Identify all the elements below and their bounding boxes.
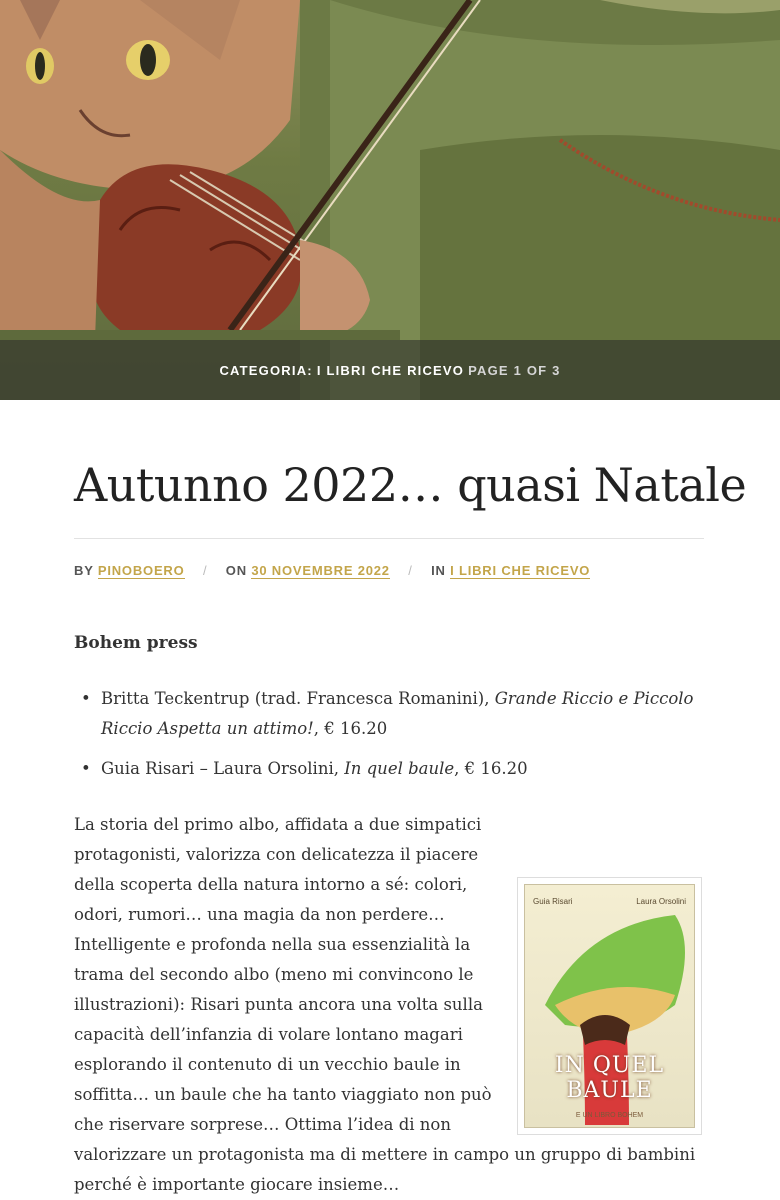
book-authors: Britta Teckentrup (trad. Francesca Romanini), <box>101 689 495 708</box>
meta-separator: / <box>202 563 208 578</box>
post-meta <box>74 563 704 578</box>
on-label: ON <box>225 563 247 578</box>
book-price: , € 16.20 <box>454 759 528 778</box>
cover-author-right: Laura Orsolini <box>636 897 686 906</box>
book-title: Grande Riccio e Piccolo Riccio Aspetta un attimo! <box>101 689 694 738</box>
title-divider <box>74 538 704 539</box>
book-cover-image[interactable] <box>517 877 702 1135</box>
category-link[interactable]: I LIBRI CHE RICEVO <box>450 563 591 578</box>
in-label: IN <box>431 563 446 578</box>
cover-author-left: Guia Risari <box>533 897 573 906</box>
post-title[interactable]: Autunno 2022… quasi Natale <box>74 458 747 512</box>
date-link[interactable]: 30 NOVEMBRE 2022 <box>251 563 390 578</box>
book-authors: Guia Risari – Laura Orsolini, <box>101 759 345 778</box>
category-name: I LIBRI CHE RICEVO <box>316 362 465 378</box>
archive-header <box>0 340 780 400</box>
by-label: BY <box>74 563 94 578</box>
book-price: , € 16.20 <box>313 719 388 738</box>
meta-separator: / <box>408 563 413 578</box>
cover-subtitle: E UN LIBRO BOHEM <box>575 1112 644 1119</box>
book-title: In quel baule <box>344 759 455 778</box>
post-body: La storia del primo albo, affidata a due simpatici protagonisti, valorizza con delicatezza il piacere della scoperta della natura intorno a sé: colori, odori, rumori… una magia da non perdere… Intelligente e profonda nella sua essenzialità la trama del secondo albo (meno mi convincono le illustrazioni): Risari punta ancora una volta sulla capacità dell’infanzia di volare lontano magari esplorando il contenuto di un vecchio baule in soffitta… un baule che ha tanto viaggiato non può che riservare sorprese… Ottima l’idea di non valorizzare un protagonista ma di mettere in campo un gruppo di bambini perché è importante giocare insieme… <box>74 815 696 1194</box>
hero-banner <box>0 0 780 400</box>
book-item <box>101 684 704 744</box>
category-prefix: CATEGORIA: <box>219 362 313 378</box>
book-list <box>74 684 704 784</box>
cover-title: IN QUEL BAULE <box>554 1053 665 1103</box>
publisher-heading: Bohem press <box>74 633 198 653</box>
author-link[interactable]: PINOBOERO <box>97 563 185 578</box>
book-cover <box>524 884 695 1128</box>
page-info: PAGE 1 OF 3 <box>468 362 561 378</box>
book-item <box>101 754 704 784</box>
